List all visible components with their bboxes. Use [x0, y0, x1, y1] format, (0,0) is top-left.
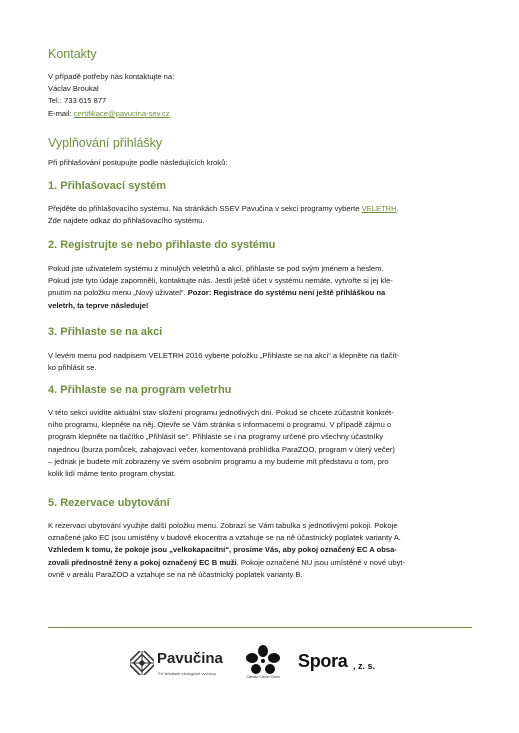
step2-line4: veletrh, ta teprve následuje!	[48, 300, 149, 310]
step5-title: 5. Rezervace ubytování	[48, 497, 170, 509]
step1-line2: Zde najdete odkaz do přihlašovacího systému.	[48, 216, 205, 226]
contacts-block	[48, 71, 473, 120]
pavucina-logo	[130, 649, 222, 679]
contact-phone: Tel.: 733 615 877	[48, 96, 107, 106]
step5-line1: K rezervaci ubytování využijte další položku menu. Zobrazí se Vám tabulka s jednotlivými pokoji. Pokoje	[48, 521, 398, 530]
step2-line3: pnutím na položku menu „Nový uživatel“.	[48, 288, 188, 298]
email-label: E-mail:	[48, 108, 74, 118]
contacts-intro: V případě potřeby nás kontaktujte na:	[48, 72, 175, 81]
step3-title: 3. Přihlaste se na akci	[48, 326, 163, 338]
step4-line5: – jednak je budete mít zobrazeny ve svém osobním programu a my budeme mít představu o tom, pro	[48, 456, 389, 466]
step1-line1-end: .	[396, 204, 399, 213]
step2-line2: Pokud jste tyto údaje zapomněli, kontaktujte nás. Jestli ještě účet v systému nemáte, vytvořte si jej kle-	[48, 276, 393, 286]
spora-logo	[298, 649, 378, 679]
step2-text	[48, 263, 473, 312]
step2-warning: Pozor: Registrace do systému není ještě přihláškou na	[187, 288, 386, 298]
filling-heading: Vyplňování přihlášky	[48, 136, 163, 150]
step2-line1: Pokud jste uživatelem systému z minulých veletrhů a akcí, přihlaste se pod svým jménem a heslem.	[48, 264, 384, 273]
step4-line1: V této sekci uvidíte aktuální stav složení programu jednotlivých dní. Pokud se chcete zúčastnit konkrét-	[48, 408, 394, 417]
filling-intro: Při přihlašování postupujte podle následujících kroků:	[48, 158, 228, 167]
spora-suffix: , z. s.	[353, 661, 376, 671]
step4-line6: kolik lidí máme tento program chystat.	[48, 469, 176, 479]
footer-logos	[0, 643, 519, 693]
contact-name: Václav Broukal	[48, 84, 99, 94]
veletrh-link[interactable]: VELETRH	[361, 204, 397, 213]
step4-line2: ního programu, klepněte na něj. Otevře se Vám stránka s informacemi o programu. V případě zájmu o	[48, 420, 392, 430]
step3-line1: V levém menu pod nadpisem VELETRH 2016 vyberte položku „Přihlaste se na akci“ a klepněte na tlačít-	[48, 351, 400, 360]
step1-title: 1. Přihlašovací systém	[48, 180, 167, 192]
step2-title: 2. Registrujte se nebo přihlaste do systému	[48, 239, 276, 251]
step4-title: 4. Přihlaste se na program veletrhu	[48, 384, 232, 396]
step1-line1: Přejděte do přihlašovacího systému. Na stránkách SSEV Pavučina v sekci programy vyberte	[48, 204, 362, 213]
email-link[interactable]: certifikace@pavucina-sev.cz	[73, 108, 170, 118]
step3-line2: ko přihlásit se.	[48, 363, 97, 373]
flower-logo	[244, 645, 282, 685]
flower-caption: Climate Clever Cities	[246, 675, 280, 679]
step4-line3: program klepněte na tlačítko „Přihlásit se“. Přihlaste se i na programy určené pro všechny účastníky	[48, 432, 384, 442]
step5-line3: Vzhledem k tomu, že pokoje jsou „velkokapacitní“, prosíme Vás, aby pokoj označený EC A obsa-	[48, 545, 397, 555]
step5-line4: . Pokoje označené NU jsou umístěné v nové ubyt-	[236, 557, 406, 567]
step1-text	[48, 203, 473, 227]
step5-text	[48, 520, 473, 581]
spora-name: Spora	[298, 651, 348, 671]
step4-line4: najednou (burza pomůcek, zahajovací večer, komentovaná prohlídka ParaZOO, program v úterý večer)	[48, 444, 395, 454]
step5-line4-bold: zovali přednostně ženy a pokoj označený EC B muži	[48, 557, 237, 567]
step5-line5: ovně v areálu ParaZOO a vztahuje se na ně účastnický poplatek varianty B.	[48, 569, 303, 579]
step3-text	[48, 350, 473, 374]
step4-text	[48, 407, 473, 480]
contacts-heading: Kontakty	[48, 47, 97, 61]
step5-line2: označené jako EC jsou umístěny v budově ekocentra a vztahuje se na ně účastnický poplatek varianty A.	[48, 533, 401, 543]
pavucina-subtitle: Síť středisek ekologické výchovy	[158, 671, 216, 676]
flower-icon	[244, 645, 282, 675]
footer-divider	[48, 627, 472, 628]
pavucina-name: Pavučina	[157, 650, 223, 667]
spiderweb-icon	[130, 651, 154, 675]
